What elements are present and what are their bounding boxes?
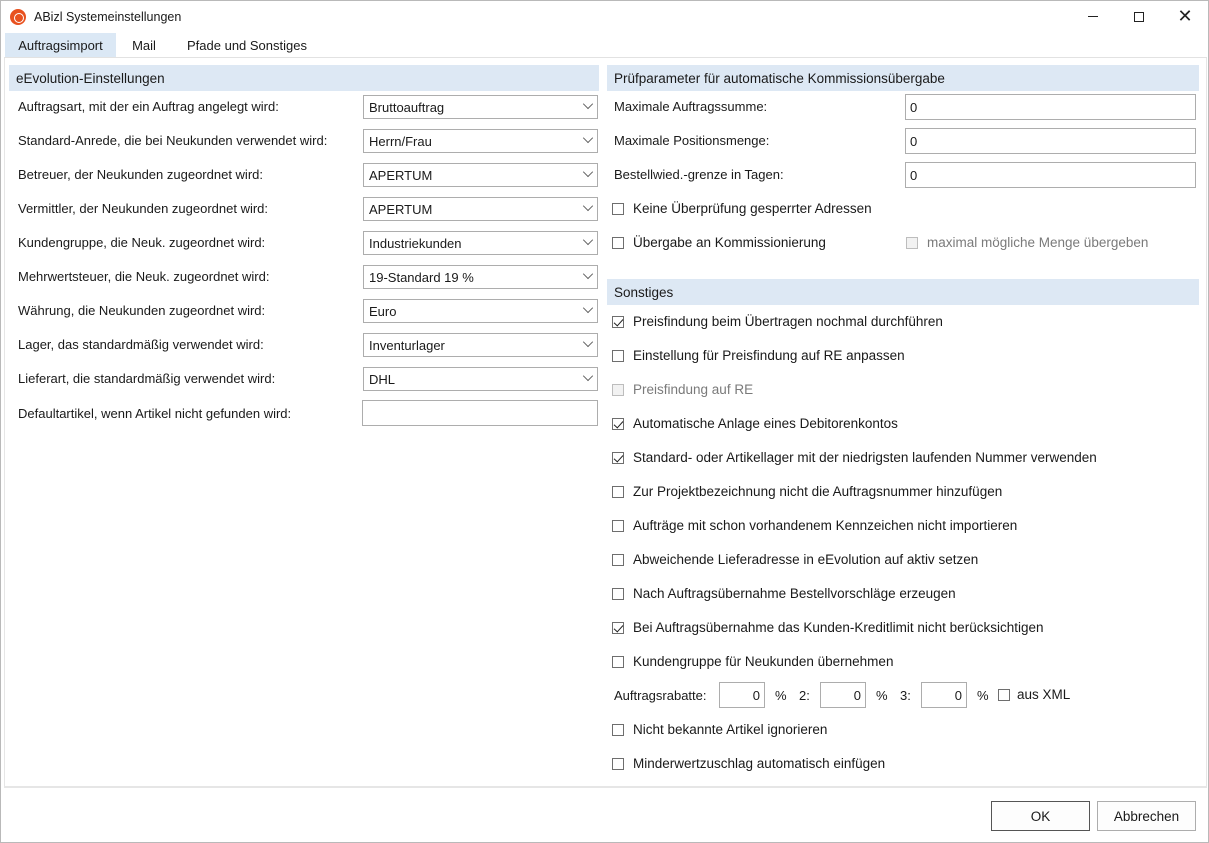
combo-value: APERTUM — [369, 168, 433, 183]
combo-value: Bruttoauftrag — [369, 100, 445, 115]
tab-mail[interactable]: Mail — [132, 38, 156, 53]
checkbox-box — [612, 554, 624, 566]
combo-lager[interactable] — [363, 333, 598, 357]
combo-waehrung[interactable] — [363, 299, 598, 323]
close-button[interactable] — [1162, 1, 1208, 32]
combo-betreuer[interactable] — [363, 163, 598, 187]
checkbox-label: Nicht bekannte Artikel ignorieren — [633, 722, 828, 737]
section-header-eevolution: eEvolution-Einstellungen — [9, 65, 599, 91]
checkbox-label: Standard- oder Artikellager mit der niedrigsten laufenden Nummer verwenden — [633, 450, 1097, 465]
label-waehrung: Währung, die Neukunden zugeordnet wird: — [18, 303, 266, 318]
chevron-down-icon — [583, 167, 593, 177]
label-max-auftragssumme: Maximale Auftragssumme: — [614, 99, 768, 114]
combo-value: Inventurlager — [369, 338, 445, 353]
checkbox-label: Kundengruppe für Neukunden übernehmen — [633, 654, 894, 669]
rabatt-2-input[interactable]: 0 — [820, 682, 866, 708]
chevron-down-icon — [583, 235, 593, 245]
checkbox-label: Preisfindung auf RE — [633, 382, 754, 397]
checkbox-debitorenkonto[interactable] — [612, 416, 898, 431]
defaultartikel-input[interactable] — [362, 400, 598, 426]
combo-value: Industriekunden — [369, 236, 462, 251]
tab-pfade-und-sonstiges[interactable]: Pfade und Sonstiges — [187, 38, 307, 53]
app-logo-icon — [10, 9, 26, 25]
checkbox-box — [612, 520, 624, 532]
section-header-pruefparameter: Prüfparameter für automatische Kommissionsübergabe — [607, 65, 1199, 91]
checkbox-label: aus XML — [1017, 687, 1071, 702]
label-lager: Lager, das standardmäßig verwendet wird: — [18, 337, 264, 352]
label-auftragsrabatte: Auftragsrabatte: — [614, 688, 707, 703]
checkbox-box — [612, 418, 624, 430]
chevron-down-icon — [583, 371, 593, 381]
checkbox-box — [612, 724, 624, 736]
max-positionsmenge-input[interactable]: 0 — [905, 128, 1196, 154]
chevron-down-icon — [583, 269, 593, 279]
label-lieferart: Lieferart, die standardmäßig verwendet wird: — [18, 371, 276, 386]
checkbox-label: Preisfindung beim Übertragen nochmal durchführen — [633, 314, 943, 329]
checkbox-label: Automatische Anlage eines Debitorenkontos — [633, 416, 898, 431]
label-kundengruppe: Kundengruppe, die Neuk. zugeordnet wird: — [18, 235, 266, 250]
checkbox-maximal-menge[interactable] — [906, 235, 1148, 250]
checkbox-uebergabe-kommissionierung[interactable] — [612, 235, 826, 250]
checkbox-projektbezeichnung[interactable] — [612, 484, 1002, 499]
label-rabatt-2: 2: — [799, 688, 810, 703]
rabatt-3-input[interactable]: 0 — [921, 682, 967, 708]
checkbox-box — [906, 237, 918, 249]
checkbox-box — [612, 237, 624, 249]
combo-value: 19-Standard 19 % — [369, 270, 474, 285]
combo-lieferart[interactable] — [363, 367, 598, 391]
checkbox-preisfindung-nochmal[interactable] — [612, 314, 943, 329]
checkbox-minderwertzuschlag[interactable] — [612, 756, 885, 771]
checkbox-bestellvorschlaege[interactable] — [612, 586, 956, 601]
minimize-button[interactable] — [1070, 1, 1116, 32]
checkbox-preisfindung-re[interactable] — [612, 382, 753, 397]
checkbox-label: Abweichende Lieferadresse in eEvolution auf aktiv setzen — [633, 552, 979, 567]
checkbox-keine-ueberpruefung[interactable] — [612, 201, 872, 216]
checkbox-box — [612, 350, 624, 362]
maximize-button[interactable] — [1116, 1, 1162, 32]
checkbox-label: Einstellung für Preisfindung auf RE anpassen — [633, 348, 905, 363]
chevron-down-icon — [583, 303, 593, 313]
chevron-down-icon — [583, 337, 593, 347]
percent-label: % — [775, 688, 787, 703]
checkbox-box — [612, 622, 624, 634]
ok-button[interactable]: OK — [991, 801, 1090, 831]
label-max-positionsmenge: Maximale Positionsmenge: — [614, 133, 770, 148]
cancel-button[interactable]: Abbrechen — [1097, 801, 1196, 831]
label-bestellwied-grenze: Bestellwied.-grenze in Tagen: — [614, 167, 784, 182]
combo-vermittler[interactable] — [363, 197, 598, 221]
checkbox-artikel-ignorieren[interactable] — [612, 722, 827, 737]
maximize-icon — [1134, 12, 1144, 22]
combo-value: Euro — [369, 304, 397, 319]
minimize-icon — [1088, 16, 1098, 17]
checkbox-standardlager[interactable] — [612, 450, 1097, 465]
label-vermittler: Vermittler, der Neukunden zugeordnet wird: — [18, 201, 269, 216]
checkbox-box — [612, 452, 624, 464]
checkbox-box — [612, 203, 624, 215]
checkbox-lieferadresse[interactable] — [612, 552, 978, 567]
checkbox-label: Übergabe an Kommissionierung — [633, 235, 826, 250]
label-mehrwertsteuer: Mehrwertsteuer, die Neuk. zugeordnet wird: — [18, 269, 270, 284]
checkbox-box — [612, 384, 624, 396]
checkbox-label: Zur Projektbezeichnung nicht die Auftragsnummer hinzufügen — [633, 484, 1003, 499]
checkbox-box — [998, 689, 1010, 701]
checkbox-kennzeichen[interactable] — [612, 518, 1017, 533]
close-icon: ✕ — [1177, 5, 1193, 27]
footer-divider — [4, 787, 1207, 788]
combo-kundengruppe[interactable] — [363, 231, 598, 255]
checkbox-label: maximal mögliche Menge übergeben — [927, 235, 1149, 250]
checkbox-box — [612, 588, 624, 600]
checkbox-label: Bei Auftragsübernahme das Kunden-Kreditlimit nicht berücksichtigen — [633, 620, 1044, 635]
label-auftragsart: Auftragsart, mit der ein Auftrag angelegt wird: — [18, 99, 279, 114]
label-rabatt-3: 3: — [900, 688, 911, 703]
checkbox-label: Keine Überprüfung gesperrter Adressen — [633, 201, 872, 216]
max-auftragssumme-input[interactable]: 0 — [905, 94, 1196, 120]
label-betreuer: Betreuer, der Neukunden zugeordnet wird: — [18, 167, 263, 182]
bestellwied-grenze-input[interactable]: 0 — [905, 162, 1196, 188]
window-title: ABizl Systemeinstellungen — [34, 10, 182, 24]
checkbox-box — [612, 486, 624, 498]
tab-auftragsimport[interactable]: Auftragsimport — [5, 33, 116, 58]
label-anrede: Standard-Anrede, die bei Neukunden verwendet wird: — [18, 133, 328, 148]
combo-anrede[interactable] — [363, 129, 598, 153]
label-defaultartikel: Defaultartikel, wenn Artikel nicht gefunden wird: — [18, 406, 292, 421]
checkbox-label: Aufträge mit schon vorhandenem Kennzeichen nicht importieren — [633, 518, 1018, 533]
checkbox-label: Minderwertzuschlag automatisch einfügen — [633, 756, 886, 771]
checkbox-label: Nach Auftragsübernahme Bestellvorschläge erzeugen — [633, 586, 956, 601]
percent-label: % — [876, 688, 888, 703]
title-bar — [1, 1, 1208, 33]
combo-auftragsart[interactable] — [363, 95, 598, 119]
checkbox-box — [612, 656, 624, 668]
chevron-down-icon — [583, 201, 593, 211]
chevron-down-icon — [583, 99, 593, 109]
combo-value: DHL — [369, 372, 396, 387]
percent-label: % — [977, 688, 989, 703]
chevron-down-icon — [583, 133, 593, 143]
checkbox-preisfindung-re-anpassen[interactable] — [612, 348, 905, 363]
combo-value: Herrn/Frau — [369, 134, 432, 149]
checkbox-box — [612, 316, 624, 328]
checkbox-box — [612, 758, 624, 770]
checkbox-kundengruppe-neukunden[interactable] — [612, 654, 893, 669]
checkbox-aus-xml[interactable] — [998, 687, 1070, 702]
combo-value: APERTUM — [369, 202, 433, 217]
rabatt-1-input[interactable]: 0 — [719, 682, 765, 708]
checkbox-kreditlimit[interactable] — [612, 620, 1043, 635]
section-header-sonstiges: Sonstiges — [607, 279, 1199, 305]
combo-mehrwertsteuer[interactable] — [363, 265, 598, 289]
